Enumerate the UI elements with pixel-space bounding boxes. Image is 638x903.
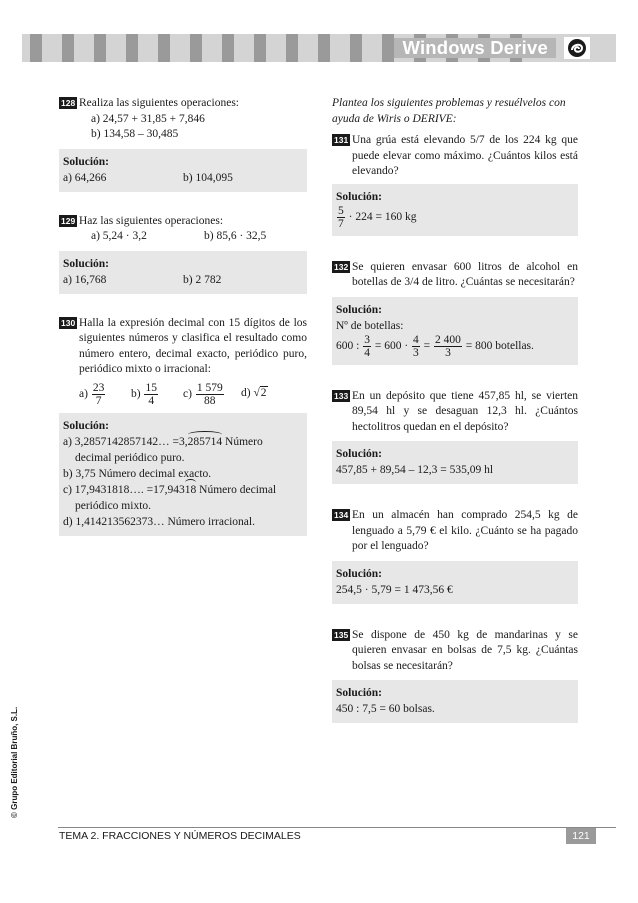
problem-132 xyxy=(332,260,578,291)
solution-line: Nº de botellas: xyxy=(336,319,404,332)
publisher-credit: © Grupo Editorial Bruño, S.L. xyxy=(10,706,19,818)
derive-logo-icon xyxy=(564,37,590,59)
solution-box-130: Solución: a) 3,2857142857142… =3,285714 Número decimal periódico puro. b) 3,75 Número decimal exacto. c) 17,9431818…. =17,94318 Número decimal periódico mixto. d) 1,414213562373… Número irracional. xyxy=(59,413,307,536)
problem-133 xyxy=(332,389,578,436)
fraction-b: $\frac{15}{4}$ xyxy=(145,381,157,407)
solution-box-131 xyxy=(332,184,578,236)
solution-a: a) 16,768 xyxy=(63,273,107,286)
solution-expression: 600 : $\frac{3}{4}$ = 600 · $\frac{4}{3}$ = $\frac{2 400}{3}$ = 800 botellas. xyxy=(336,333,534,359)
solution-title: Solución: xyxy=(336,303,383,316)
problem-number: 131 xyxy=(334,135,349,145)
problem-item-b: b) 85,6 · 32,5 xyxy=(204,230,267,242)
fraction-c: $\frac{1 579}{88}$ xyxy=(196,381,223,407)
solution-d: d) 1,414213562373… Número irracional. xyxy=(63,515,255,528)
problem-134 xyxy=(332,508,578,555)
solution-title: Solución: xyxy=(336,190,383,203)
problem-item-a: a) 24,57 + 31,85 + 7,846 xyxy=(91,112,205,125)
period-arc: 285714 xyxy=(187,435,223,448)
problem-number: 135 xyxy=(334,629,349,640)
solution-box-135 xyxy=(332,680,578,723)
fraction-a: $\frac{23}{7}$ xyxy=(92,381,105,407)
problem-statement: Se quieren envasar 600 litros de alcohol en botellas de 3/4 de litro. ¿Cuántas se necesitarán? xyxy=(352,260,578,288)
solution-title: Solución: xyxy=(63,155,110,168)
problem-number: 128 xyxy=(61,98,76,108)
problem-statement: Realiza las siguientes operaciones: xyxy=(79,97,239,109)
problem-item-a: a) 5,24 · 3,2 xyxy=(91,230,147,242)
solution-box-133 xyxy=(332,441,578,484)
solution-b: b) 3,75 Número decimal exacto. xyxy=(63,467,212,480)
page-header xyxy=(22,34,616,62)
problem-130 xyxy=(59,316,307,407)
problem-number: 133 xyxy=(334,390,349,401)
problem-items: a) $\frac{23}{7}$ b) $\frac{15}{4}$ c) $\frac{1 579}{88}$ d) √2 xyxy=(79,381,267,407)
problem-number: 130 xyxy=(61,317,76,328)
solution-title: Solución: xyxy=(336,687,383,699)
footer-chapter: TEMA 2. FRACCIONES Y NÚMEROS DECIMALES xyxy=(59,830,301,842)
problem-statement: Haz las siguientes operaciones: xyxy=(79,214,224,227)
problem-statement: En un almacén han comprado 254,5 kg de lenguado a 5,79 € el kilo. ¿Cuánto se ha pagado por el lenguado? xyxy=(352,509,578,552)
problem-number: 134 xyxy=(334,510,349,520)
right-column xyxy=(332,96,578,723)
solution-expression: 450 : 7,5 = 60 bolsas. xyxy=(336,703,435,715)
solution-box-129 xyxy=(59,251,307,294)
problem-number: 132 xyxy=(334,261,349,272)
section-intro: Plantea los siguientes problemas y resuélvelos con ayuda de Wiris o DERIVE: xyxy=(332,97,566,125)
solution-b: b) 104,095 xyxy=(183,171,233,184)
solution-b: b) 2 782 xyxy=(183,273,222,286)
problem-statement: En un depósito que tiene 457,85 hl, se vierten 89,54 hl y se desaguan 12,3 hl. ¿Cuántos hectolitros quedan en el depósito? xyxy=(352,389,578,433)
solution-box-128 xyxy=(59,149,307,192)
problem-statement: Se dispone de 450 kg de mandarinas y se quieren envasar en bolsas de 7,5 kg. ¿Cuántas bolsas se necesitarán? xyxy=(352,628,578,672)
solution-title: Solución: xyxy=(336,448,383,460)
solution-expression: 457,85 + 89,54 – 12,3 = 535,09 hl xyxy=(336,464,494,476)
solution-expression: $\frac{5}{7}$ · 224 = 160 kg xyxy=(338,204,417,230)
solution-title: Solución: xyxy=(63,257,110,270)
footer-divider xyxy=(58,827,616,828)
problem-statement: Halla la expresión decimal con 15 dígitos de los siguientes números y clasifica el resultado como número entero, decimal exacto, periódico puro, periódico mixto o irracional: xyxy=(79,316,307,375)
header-title: Windows Derive xyxy=(394,38,556,58)
solution-a: a) 64,266 xyxy=(63,171,107,184)
problem-item-b: b) 134,58 – 30,485 xyxy=(91,128,179,140)
solution-title: Solución: xyxy=(336,567,383,580)
solution-box-134 xyxy=(332,561,578,604)
problem-number: 129 xyxy=(61,215,76,226)
problem-128 xyxy=(59,96,307,143)
solution-a: a) 3,2857142857142… =3,285714 Número xyxy=(63,435,263,448)
period-arc: 18 xyxy=(184,483,197,496)
problem-statement: Una grúa está elevando 5/7 de los 224 kg que puede elevar como máximo. ¿Cuántos kilos está elevando? xyxy=(352,134,578,177)
problem-129 xyxy=(59,214,307,245)
problem-135 xyxy=(332,628,578,675)
left-column xyxy=(59,96,307,536)
solution-title: Solución: xyxy=(63,419,110,432)
solution-expression: 254,5 · 5,79 = 1 473,56 € xyxy=(336,583,453,596)
solution-box-132 xyxy=(332,297,578,365)
problem-131 xyxy=(332,133,578,180)
page-number: 121 xyxy=(566,828,596,844)
solution-c: c) 17,9431818…. =17,94318 Número decimal xyxy=(63,483,277,496)
square-root-d: 2 xyxy=(260,387,267,400)
